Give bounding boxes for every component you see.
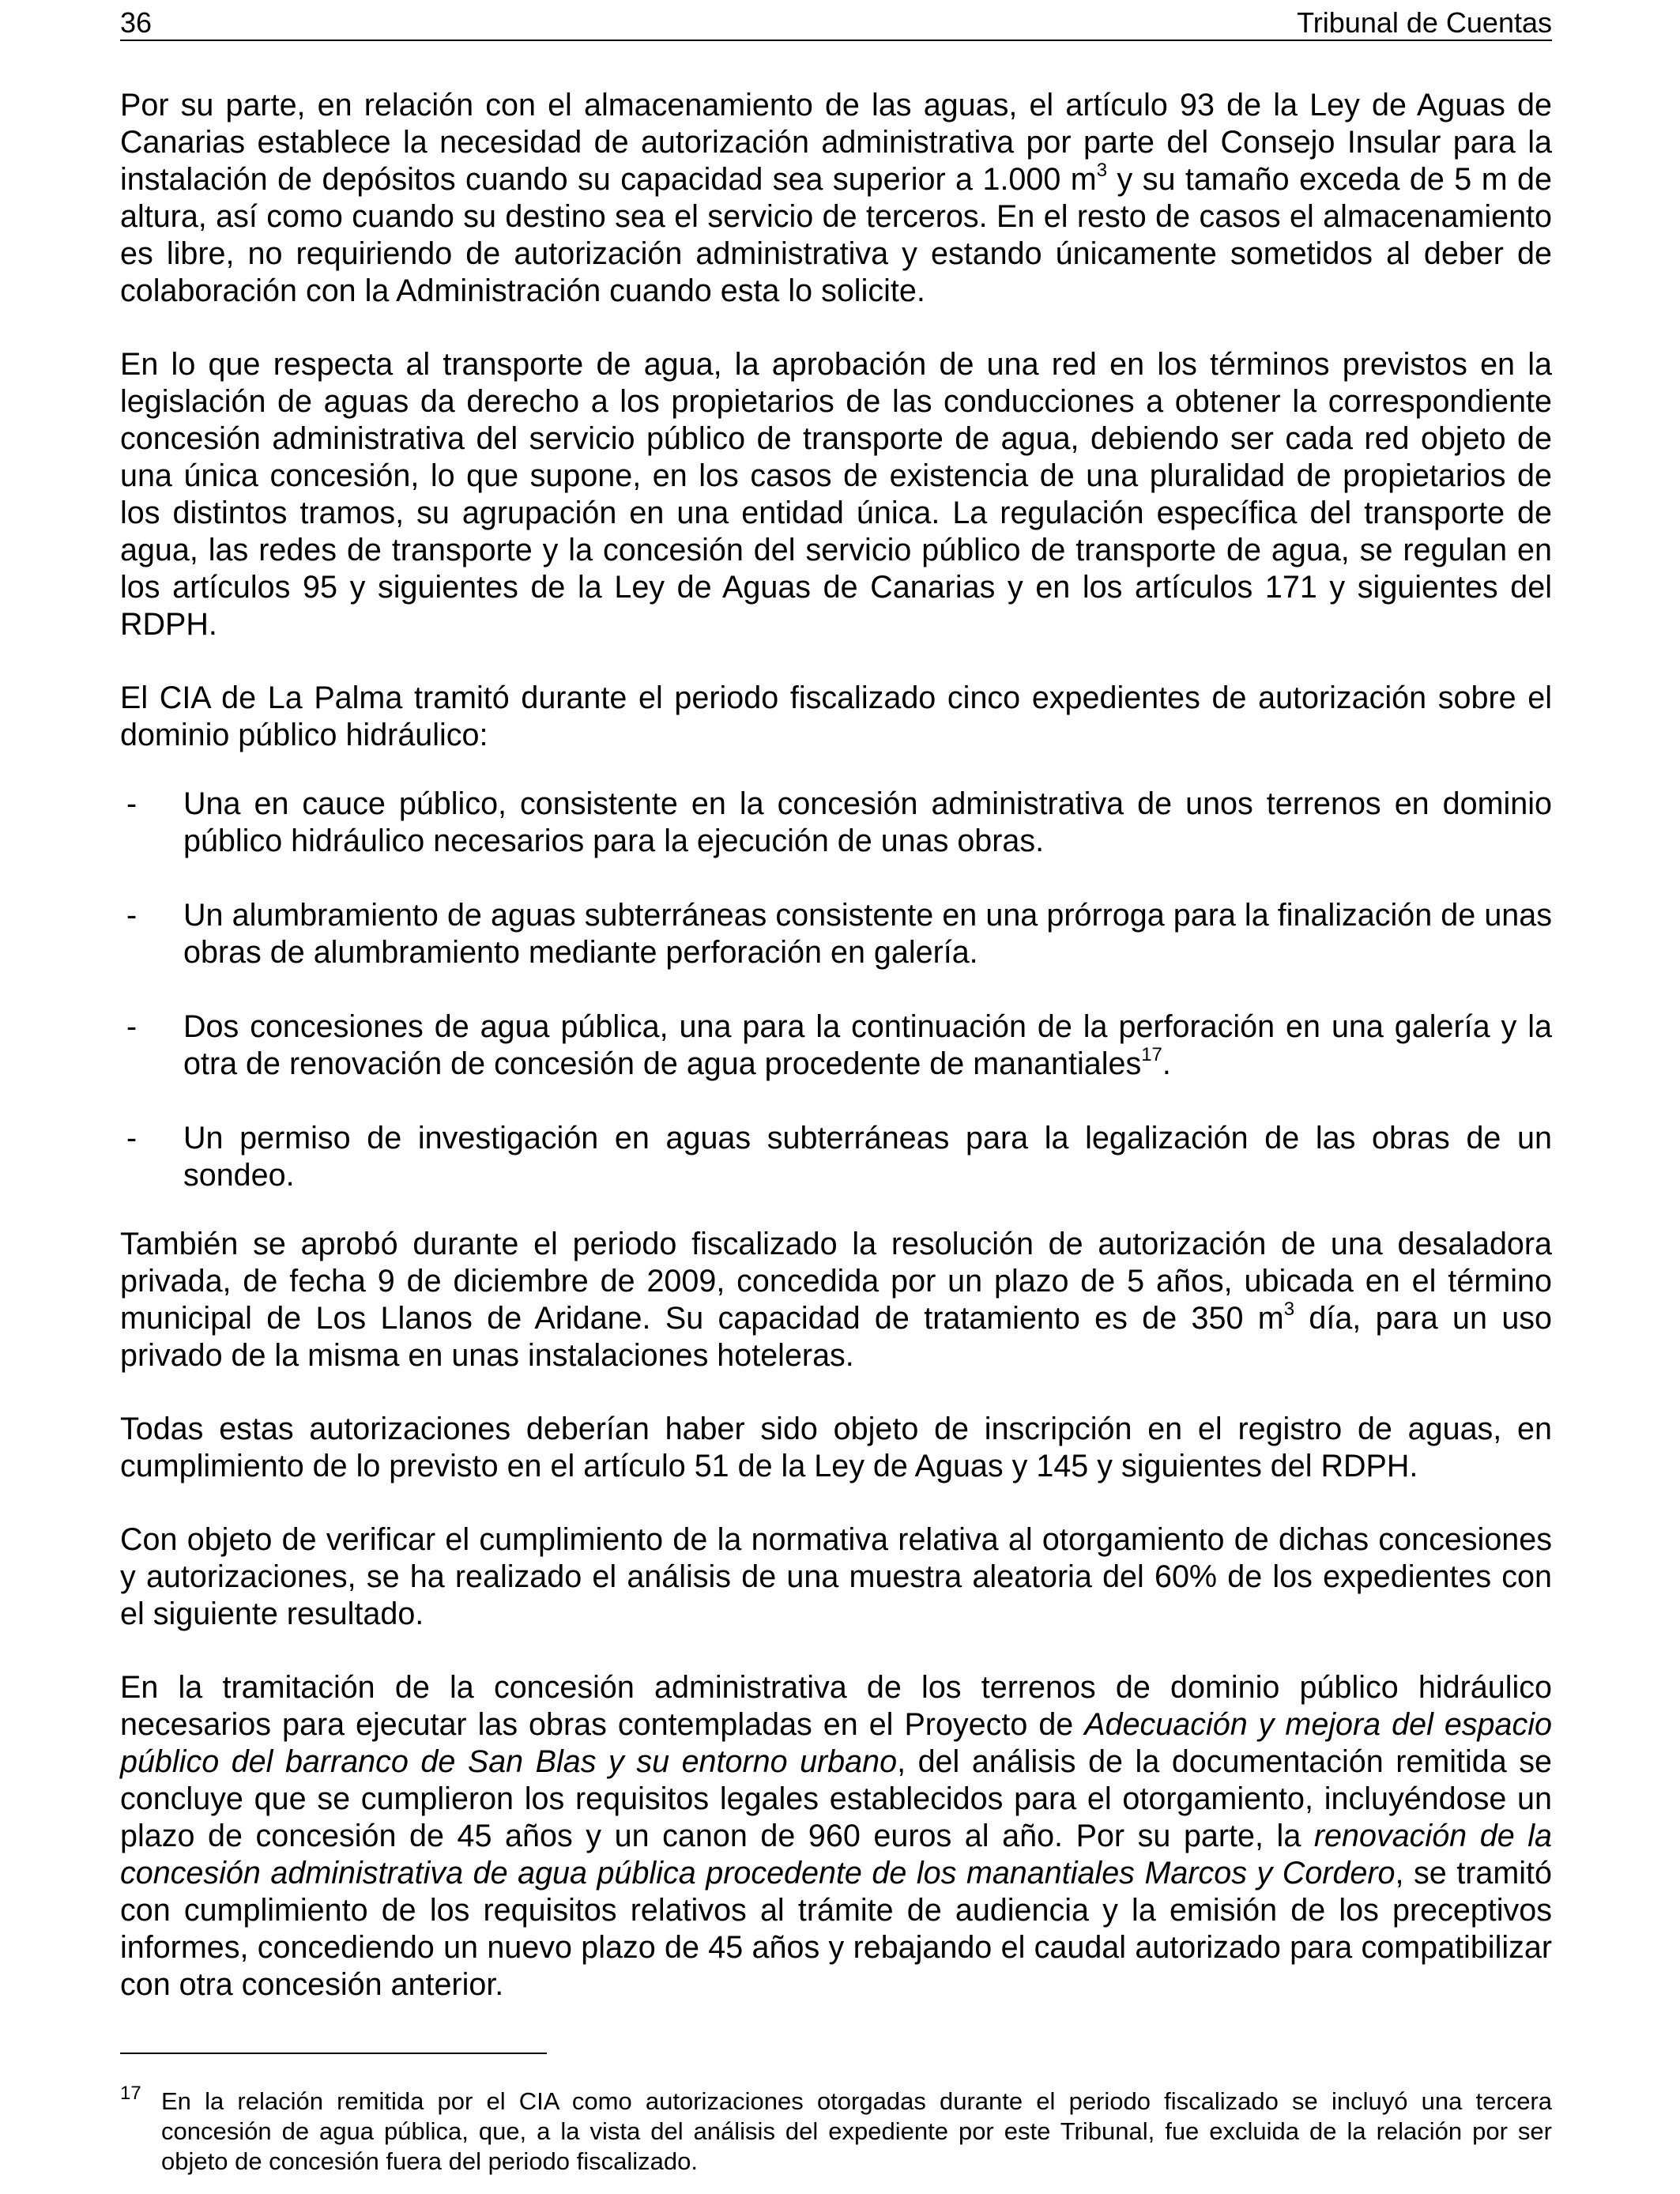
page-number: 36 xyxy=(120,6,153,39)
dash-bullet: - xyxy=(126,786,137,821)
paragraph-expedientes-intro: El CIA de La Palma tramitó durante el periodo fiscalizado cinco expedientes de autorización sobre el dominio público hidráulico: xyxy=(120,680,1552,752)
superscript-cubic: 3 xyxy=(1096,160,1108,181)
paragraph-registry: Todas estas autorizaciones deberían haber sido objeto de inscripción en el registro de aguas, en cumplimiento de lo previsto en el artículo 51 de la Ley de Aguas y 145 y siguientes del RDPH. xyxy=(120,1412,1552,1483)
document-body xyxy=(120,87,1552,2040)
dash-bullet: - xyxy=(126,898,137,933)
list-item: - Dos concesiones de agua pública, una para la continuación de la perforación en una galería y la otra de renovación de concesión de agua procedente de manantiales$^{17}$. xyxy=(126,1009,1552,1081)
footnote-number: 17 xyxy=(120,2083,141,2104)
paragraph-water-storage: Por su parte, en relación con el almacenamiento de las aguas, el artículo 93 de la Ley de Aguas de Canarias establece la necesidad de autorización administrativa por parte del Consejo Insular para la instalación de depósitos cuando su capacidad sea superior a 1.000 $m^3$ y su tamaño exceda de 5 m de altura, así como cuando su destino sea el servicio de terceros. En el resto de casos el almacenamiento es libre, no requiriendo de autorización administrativa y estando únicamente sometidos al deber de colaboración con la Administración cuando esta lo solicite. xyxy=(120,88,1552,308)
expedientes-list xyxy=(120,786,1552,1194)
superscript-cubic: 3 xyxy=(1283,1299,1295,1320)
paragraph-results: En la tramitación de la concesión administrativa de los terrenos de dominio público hidráulico necesarios para ejecutar las obras contempladas en el Proyecto de Adecuación y mejora del espacio público del barranco de San Blas y su entorno urbano, del análisis de la documentación remitida se concluye que se cumplieron los requisitos legales establecidos para el otorgamiento, incluyéndose un plazo de concesión de 45 años y un canon de 960 euros al año. Por su parte, la renovación de la concesión administrativa de agua pública procedente de los manantiales Marcos y Cordero, se tramitó con cumplimiento de los requisitos relativos al trámite de audiencia y la emisión de los preceptivos informes, concediendo un nuevo plazo de 45 años y rebajando el caudal autorizado para compatibilizar con otra concesión anterior. xyxy=(120,1670,1553,2002)
paragraph-desalination: También se aprobó durante el periodo fiscalizado la resolución de autorización de una desaladora privada, de fecha 9 de diciembre de 2009, concedida por un plazo de 5 años, ubicada en el término municipal de Los Llanos de Aridane. Su capacidad de tratamiento es de 350 $m^3$ día, para un uso privado de la misma en unas instalaciones hoteleras. xyxy=(120,1227,1553,1373)
dash-bullet: - xyxy=(126,1009,137,1044)
list-item: - Un alumbramiento de aguas subterráneas consistente en una prórroga para la finalización de unas obras de alumbramiento mediante perforación en galería. xyxy=(126,898,1552,970)
project-title: Adecuación y mejora del espacio público del barranco de San Blas y su entorno urbano xyxy=(120,1707,1552,1779)
paragraph-sample-analysis: Con objeto de verificar el cumplimiento de la normativa relativa al otorgamiento de dichas concesiones y autorizaciones, se ha realizado el análisis de una muestra aleatoria del 60% de los expedientes con el siguiente resultado. xyxy=(120,1522,1552,1631)
footnote-reference[interactable]: 17 xyxy=(1141,1044,1162,1065)
paragraph-water-transport: En lo que respecta al transporte de agua, la aprobación de una red en los términos previstos en la legislación de aguas da derecho a los propietarios de las conducciones a obtener la correspondiente concesión administrativa del servicio público de transporte de agua, debiendo ser cada red objeto de una única concesión, lo que supone, en los casos de existencia de una pluralidad de propietarios de los distintos tramos, su agrupación en una entidad única. La regulación específica del transporte de agua, las redes de transporte y la concesión del servicio público de transporte de agua, se regulan en los artículos 95 y siguientes de la Ley de Aguas de Canarias y en los artículos 171 y siguientes del RDPH. xyxy=(120,347,1552,642)
list-item: - Una en cauce público, consistente en la concesión administrativa de unos terrenos en dominio público hidráulico necesarios para la ejecución de unas obras. xyxy=(126,786,1552,858)
footnote-separator xyxy=(120,2053,547,2054)
page-header xyxy=(120,3,1552,41)
dash-bullet: - xyxy=(126,1121,137,1155)
list-item: - Un permiso de investigación en aguas subterráneas para la legalización de las obras de un sondeo. xyxy=(126,1121,1552,1193)
footnote xyxy=(120,2083,1552,2177)
running-title: Tribunal de Cuentas xyxy=(1297,6,1552,39)
renewal-title: renovación de la concesión administrativa de agua pública procedente de los manantiales Marcos y Cordero xyxy=(120,1819,1553,1891)
footnote-text: En la relación remitida por el CIA como autorizaciones otorgadas durante el periodo fiscalizado se incluyó una tercera concesión de agua pública, que, a la vista del análisis del expediente por este Tribunal, fue excluida de la relación por ser objeto de concesión fuera del periodo fiscalizado. xyxy=(161,2087,1552,2175)
